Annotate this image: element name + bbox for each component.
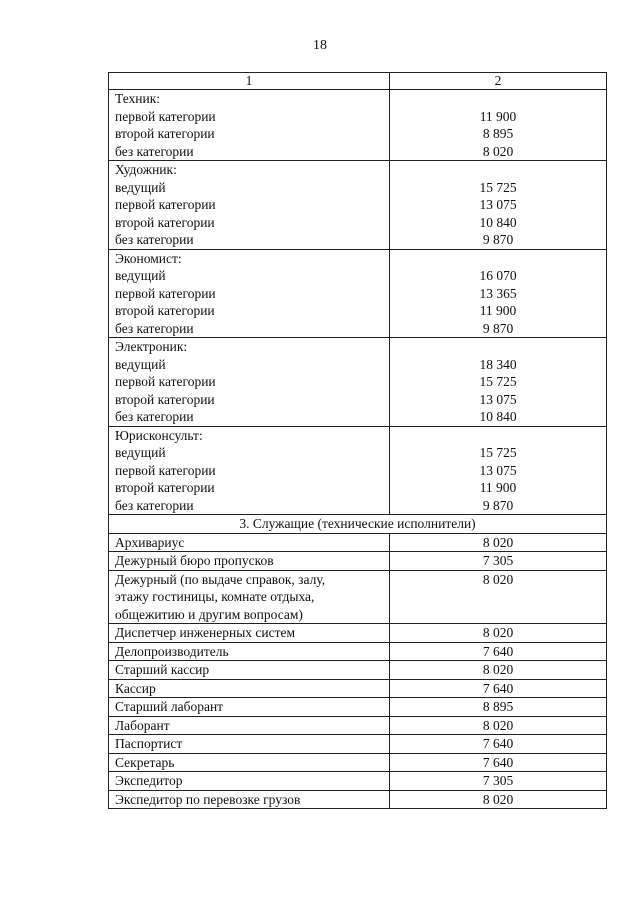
position-cell	[109, 426, 390, 515]
position-cell	[109, 533, 390, 552]
salary-value: 8 020	[390, 624, 607, 643]
salary-value: 10 840	[479, 214, 517, 230]
salary-value: 15 725	[479, 445, 517, 460]
position-cell	[109, 338, 390, 427]
group-title: Экономист:	[115, 250, 182, 266]
category-label: первой категории	[115, 108, 216, 124]
table-row	[109, 735, 607, 754]
section-title: 3. Служащие (технические исполнители)	[109, 515, 607, 534]
group-title: Техник:	[115, 91, 161, 106]
section-header-row	[109, 515, 607, 534]
salary-value: 11 900	[479, 108, 517, 124]
position-label: Делопроизводитель	[115, 643, 229, 659]
category-label: ведущий	[115, 445, 166, 460]
table-header-row	[109, 73, 607, 90]
salary-cell	[390, 249, 607, 338]
position-label: Дежурный бюро пропусков	[115, 553, 274, 568]
salary-value: 13 365	[479, 285, 517, 301]
salary-cell	[390, 161, 607, 250]
salary-value: 7 640	[390, 679, 607, 698]
table-row	[109, 698, 607, 717]
salary-value: 7 305	[390, 552, 607, 571]
salary-value: 15 725	[479, 179, 517, 195]
blank-line	[396, 250, 600, 268]
category-label: без категории	[115, 232, 194, 247]
salary-value: 8 020	[390, 533, 607, 552]
column-header-1: 1	[109, 73, 390, 90]
position-cell	[109, 624, 390, 643]
salary-value: 8 020	[390, 790, 607, 809]
position-label: общежитию и другим вопросам)	[115, 606, 303, 622]
position-cell	[109, 735, 390, 754]
category-label: без категории	[115, 320, 194, 336]
salary-value: 8 020	[390, 661, 607, 680]
position-cell	[109, 679, 390, 698]
salary-value: 13 075	[479, 197, 517, 212]
salary-value: 11 900	[479, 303, 517, 318]
salary-table-body	[109, 73, 607, 809]
position-cell	[109, 552, 390, 571]
position-label: Экспедитор	[115, 773, 183, 788]
category-label: второй категории	[115, 214, 215, 230]
position-cell	[109, 161, 390, 250]
table-row	[109, 753, 607, 772]
category-label: первой категории	[115, 462, 216, 478]
position-cell	[109, 570, 390, 624]
position-cell	[109, 790, 390, 809]
salary-value: 16 070	[479, 268, 517, 283]
group-row	[109, 90, 607, 161]
salary-value: 7 640	[390, 753, 607, 772]
position-label: Архивариус	[115, 534, 185, 550]
position-label: Экспедитор по перевозке грузов	[115, 791, 301, 807]
salary-value: 13 075	[479, 462, 517, 478]
position-label: этажу гостиницы, комнате отдыха,	[115, 589, 315, 604]
table-row	[109, 679, 607, 698]
position-cell	[109, 698, 390, 717]
table-row	[109, 642, 607, 661]
salary-table	[108, 72, 607, 809]
table-row	[109, 790, 607, 809]
category-label: второй категории	[115, 126, 215, 141]
position-cell	[109, 642, 390, 661]
position-cell	[109, 661, 390, 680]
position-label: Старший кассир	[115, 662, 210, 677]
category-label: второй категории	[115, 391, 215, 407]
salary-cell	[390, 338, 607, 427]
group-row	[109, 161, 607, 250]
table-row	[109, 772, 607, 791]
position-label: Дежурный (по выдаче справок, залу,	[115, 571, 326, 587]
salary-value: 7 305	[390, 772, 607, 791]
page-number: 18	[313, 38, 327, 53]
position-cell	[109, 772, 390, 791]
salary-value: 9 870	[482, 320, 514, 336]
salary-cell	[390, 90, 607, 161]
position-cell	[109, 716, 390, 735]
salary-value: 18 340	[479, 356, 517, 372]
salary-value: 8 020	[390, 570, 607, 624]
salary-value: 8 020	[390, 716, 607, 735]
position-label: Паспортист	[115, 736, 183, 751]
category-label: без категории	[115, 497, 194, 513]
position-label: Лаборант	[115, 717, 170, 733]
salary-value: 8 020	[482, 143, 514, 159]
salary-value: 7 640	[390, 642, 607, 661]
salary-cell	[390, 426, 607, 515]
category-label: первой категории	[115, 197, 216, 212]
position-label: Кассир	[115, 680, 156, 696]
position-label: Диспетчер инженерных систем	[115, 625, 296, 640]
blank-line	[396, 90, 600, 108]
salary-value: 13 075	[479, 391, 517, 407]
salary-value: 10 840	[479, 409, 517, 424]
blank-line	[396, 161, 600, 179]
table-row	[109, 716, 607, 735]
category-label: первой категории	[115, 374, 216, 389]
category-label: без категории	[115, 409, 194, 424]
category-label: второй категории	[115, 303, 215, 318]
category-label: второй категории	[115, 480, 215, 495]
group-row	[109, 426, 607, 515]
salary-value: 8 895	[482, 126, 514, 141]
group-row	[109, 249, 607, 338]
position-cell	[109, 753, 390, 772]
salary-value: 9 870	[482, 497, 514, 513]
category-label: первой категории	[115, 285, 216, 301]
salary-value: 15 725	[479, 374, 517, 389]
table-row	[109, 570, 607, 624]
blank-line	[396, 338, 600, 356]
salary-value: 8 895	[390, 698, 607, 717]
group-row	[109, 338, 607, 427]
blank-line	[396, 427, 600, 445]
column-header-2: 2	[390, 73, 607, 90]
category-label: без категории	[115, 143, 194, 159]
position-label: Секретарь	[115, 754, 175, 770]
table-row	[109, 552, 607, 571]
salary-value: 7 640	[390, 735, 607, 754]
salary-value: 11 900	[479, 480, 517, 495]
group-title: Электроник:	[115, 339, 188, 354]
category-label: ведущий	[115, 268, 166, 283]
position-cell	[109, 90, 390, 161]
position-label: Старший лаборант	[115, 699, 224, 714]
group-title: Художник:	[115, 162, 177, 177]
category-label: ведущий	[115, 179, 166, 195]
table-row	[109, 624, 607, 643]
position-cell	[109, 249, 390, 338]
group-title: Юрисконсульт:	[115, 427, 203, 443]
category-label: ведущий	[115, 356, 166, 372]
table-row	[109, 661, 607, 680]
salary-value: 9 870	[482, 232, 514, 247]
table-row	[109, 533, 607, 552]
